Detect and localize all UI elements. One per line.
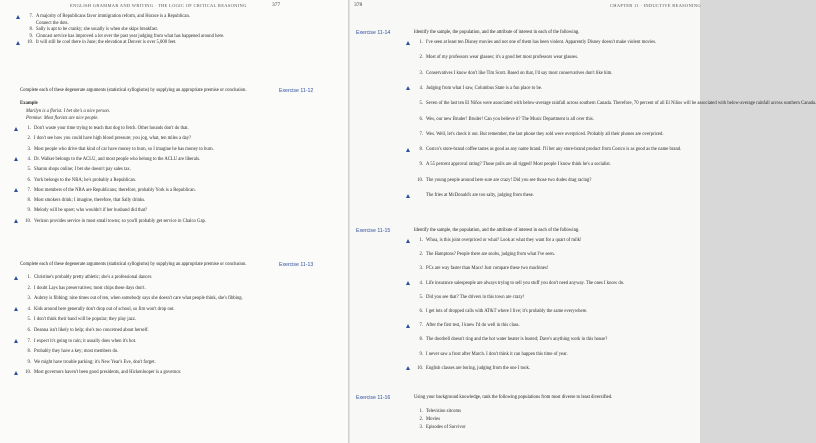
item-text: Most people who drive that kind of car have money to burn, so I imagine he has money to burn. [34,146,214,152]
exercise-label: Exercise 11-15 [356,228,391,234]
left-page-number: 377 [272,2,281,8]
item-number: 3. [27,296,31,302]
list-item [416,337,607,342]
item-number: 8. [27,349,31,355]
item-text: English classes are boring, judging from the one I took. [426,365,531,371]
triangle-marker-icon [406,41,410,45]
item-text: Kids around here generally don't drop out of school, so Jim won't drop out. [34,306,175,312]
list-item [24,147,214,152]
item-text: Most of my professors wear glasses; it's a good bet most professors wear glasses. [426,55,579,61]
item-number: 10. [417,365,423,371]
item-number: 3. [27,146,31,152]
item-text: PCs are way faster than Macs! Just compare these two machines! [426,266,549,272]
item-text: Connect the dots. [36,20,69,26]
item-number: 9. [27,208,31,214]
item-number: 3. [419,70,423,76]
triangle-marker-icon [14,157,18,161]
triangle-marker-icon [14,276,18,280]
item-number: 6. [419,116,423,122]
triangle-marker-icon [14,339,18,343]
example-heading: Example [20,101,38,106]
item-text: Most smokers drink; I imagine, therefore, that Sally drinks. [34,198,146,204]
item-number: 6. [27,328,31,333]
item-number: 2. [27,136,31,142]
item-text: Judging from what I saw, Columbus State is a fun place to be. [426,85,543,91]
item-text: Most members of the NRA are Republicans; therefore, probably York is a Republican. [34,187,196,193]
right-page-number: 378 [354,2,363,8]
list-item [416,193,534,198]
item-text: The Hamptons? People there are snobs, judging from what I've seen. [426,252,555,258]
list-item [24,167,131,172]
exercise-instruction: Identify the sample, the population, and the attribute of interest in each of the following. [414,30,580,35]
list-item [24,157,200,162]
item-text: Aubrey is fibbing; nine times out of ten, when somebody says she doesn't care what people think, she's fibbing. [34,296,243,302]
item-number: 5. [419,294,423,300]
list-item [416,323,520,328]
triangle-marker-icon [406,281,410,285]
item-number: 5. [27,167,31,173]
item-text: I expect it's going to rain; it usually does when it's hot. [34,338,137,344]
exercise-instruction: Identify the sample, the population, and the attribute of interest in each of the following. [414,228,580,233]
triangle-marker-icon [406,239,410,243]
item-number: 4. [419,85,423,91]
item-number: 8. [27,198,31,204]
right-running-head: CHAPTER 11 · INDUCTIVE REASONING [610,3,701,8]
list-item [416,132,664,137]
item-number: 10. [417,177,423,183]
item-number: 3. [419,425,423,430]
example-line: Premise: Most florists are nice people. [26,116,99,121]
item-text: Probably they have a key; most members do. [34,349,119,355]
item-number: 2. [419,252,423,258]
item-text: Cinncast service has improved a lot over the past year judging from what has happened around here. [36,33,225,39]
item-text: Dr. Walker belongs to the ACLU, and most people who belong to the ACLU are liberals. [34,156,201,162]
item-number: 4. [27,156,31,162]
exercise-label: Exercise 11-14 [356,30,391,36]
exercise-instruction: Complete each of these degenerate arguments (statistical syllogisms) by supplying an appropriate premise or conclusion. [20,262,247,267]
triangle-marker-icon [14,188,18,192]
item-text: Sally is apt to be cranky; she usually is when she skips breakfast. [36,27,158,33]
triangle-marker-icon [16,41,20,45]
left-running-head: ENGLISH GRAMMAR AND WRITING · THE LOGIC OF CRITICAL REASONING [70,3,247,8]
item-text: Life insurance salespeople are always trying to sell you stuff you don't need anyway. The ones I know do. [426,280,625,286]
item-text: Don't waste your time trying to teach that dog to fetch. Other hounds don't do that. [34,126,189,131]
triangle-marker-icon [14,127,18,131]
item-number: 7. [419,323,423,329]
item-text: I don't think their band will be popular; they play jazz. [34,317,136,323]
item-text: Movies [426,417,441,422]
item-text: Sharon shops online; I bet she doesn't pay sales tax. [34,167,131,173]
triangle-marker-icon [406,366,410,370]
item-text: The young people around here sure are crazy! Did you see those two dudes drag racing? [426,177,592,183]
item-text: Deanna isn't likely to help; she's too concerned about herself. [34,328,149,333]
item-number: 1. [419,238,423,243]
list-item [24,275,152,280]
item-number: 4. [419,280,423,286]
item-text: Did you see that? The drivers in this town are crazy! [426,294,525,300]
triangle-marker-icon [14,219,18,223]
list-item [26,34,224,39]
list-item [416,178,591,183]
list-item [416,417,440,422]
item-text: I've seen at least ten Disney movies and not one of them has been violent. Apparently Disney doesn't make violent movies. [426,40,657,45]
triangle-marker-icon [406,148,410,152]
item-number: 7. [27,338,31,344]
list-item [26,27,158,32]
triangle-marker-icon [406,324,410,328]
list-item [416,409,461,414]
item-text: I don't see how you could have high blood pressure; you jog, what, ten miles a day? [34,136,192,142]
item-text: Whoa, is this joint overpriced or what? Look at what they want for a quart of milk! [426,238,582,243]
triangle-marker-icon [406,86,410,90]
item-text: I get lots of dropped calls with AT&T where I live; it's probably the same everywhere. [426,309,588,314]
item-number: 1. [419,40,423,45]
list-item [416,281,624,286]
item-text: Christine's probably pretty athletic; she's a professional dancer. [34,275,153,280]
item-text: After the first test, I knew I'd do well in this class. [426,323,520,329]
item-text: We might have trouble parking; it's New Year's Eve, don't forget. [34,359,156,365]
item-number: 5. [419,101,423,107]
item-number: 2. [27,285,31,291]
list-item [24,339,136,344]
item-number: 10. [25,218,31,224]
triangle-marker-icon [14,371,18,375]
list-item [24,198,145,203]
item-text: Wes, our new Bruder! Bruder! Can you believe it? The Music Department is all over this. [426,116,594,122]
list-item [416,86,542,91]
item-text: The fries at McDonald's are too salty, judging from these. [426,193,534,198]
item-text: I never saw a frost after March. I don't think it can happen this time of year. [426,351,568,357]
list-item [24,317,136,322]
list-item [416,309,587,314]
item-number: 1. [27,275,31,280]
list-item [416,40,656,45]
triangle-marker-icon [16,15,20,19]
item-text: Seven of the last ten El Niños were associated with below-average rainfall across southern Canada. Therefore, 70 percent of all El Niños will be associated with below-average rainfall across southern Canada. [426,101,816,107]
list-item [26,21,69,26]
list-item [416,101,816,107]
list-item [26,40,176,45]
list-item [416,162,611,167]
list-item [416,117,594,122]
triangle-marker-icon [406,194,410,198]
triangle-marker-icon [14,307,18,311]
list-item [416,352,568,357]
item-number: 10. [25,370,31,376]
item-number: 8. [419,337,423,343]
list-item [24,136,191,141]
item-number: 3. [419,266,423,272]
item-text: Most governors haven't been good presidents, and Hickenlooper is a governor. [34,370,182,376]
item-number: 2. [419,55,423,61]
item-text: A 55 percent approval rating? Those polls are all rigged! Most people I know think he's a socialist. [426,162,611,168]
list-item [24,219,206,224]
item-number: 9. [29,33,33,39]
list-item [24,307,175,312]
list-item [24,126,189,131]
item-number: 2. [419,417,423,422]
example-line: Marilyn is a florist. I bet she's a nice person. [26,109,110,114]
item-text: Episodes of Survivor [426,425,466,430]
item-number: 6. [27,177,31,183]
item-number: 7. [29,14,33,19]
item-number: 8. [29,27,33,33]
item-text: I doubt Lays has preservatives; most chips these days don't. [34,285,146,291]
item-number: 1. [419,409,423,414]
list-item [24,360,156,365]
item-number: 5. [27,317,31,323]
list-item [416,238,582,243]
item-number: 7. [27,187,31,193]
list-item [416,71,613,76]
list-item [416,366,530,371]
list-item [24,286,146,291]
exercise-label: Exercise 11-13 [279,262,314,268]
item-text: It will still be cool there in June; the elevation at Denver is over 5,000 feet. [36,40,177,46]
list-item [416,295,524,300]
list-item [416,147,681,152]
list-item [24,188,196,193]
exercise-instruction: Using your background knowledge, rank the following populations from most diverse to least diversified. [414,395,613,400]
item-text: Conservatives I know don't like Tim Scott. Based on that, I'd say most conservatives don't like him. [426,70,613,76]
list-item [24,208,147,213]
list-item [24,349,118,354]
list-item [416,266,548,271]
item-number: 1. [27,126,31,131]
item-number: 10. [27,40,33,46]
left-page [0,0,350,443]
item-text: The doorbell doesn't ring and the hot water heater is busted; Dave's anything work in this house? [426,337,608,343]
list-item [24,296,243,301]
list-item [416,55,578,60]
list-item [24,328,149,333]
item-number: 6. [419,309,423,314]
item-text: Melody will be upset; who wouldn't if her husband did that? [34,208,148,214]
item-number: 8. [419,147,423,153]
item-text: A majority of Republicans favor immigration reform, and Horace is a Republican. [36,14,190,19]
item-number: 9. [419,351,423,357]
list-item [416,425,466,430]
exercise-label: Exercise 11-16 [356,395,391,401]
list-item [26,14,190,19]
exercise-instruction: Complete each of these degenerate arguments (statistical syllogisms) by supplying an appropriate premise or conclusion. [20,88,247,93]
item-number: 7. [419,131,423,137]
list-item [24,370,181,375]
exercise-label: Exercise 11-12 [279,88,314,94]
item-number: 4. [27,306,31,312]
list-item [24,178,136,183]
item-number: 9. [27,359,31,365]
item-text: Costco's store-brand coffee tastes as good as any name brand. I'll bet any store-brand product from Costco is as good as the name brand. [426,147,682,153]
list-item [416,252,555,257]
item-text: Verizon provides service in most small towns; so you'll probably get service in Chalco Gap. [34,218,207,224]
item-text: Television sitcoms [426,409,461,414]
item-text: York belongs to the NRA; he's probably a Republican. [34,177,137,183]
item-text: Wes. Well, let's check it out. But remember, the last phone they sold were overpriced. Probably all their phones are overpriced. [426,131,664,137]
right-page [350,0,816,443]
item-number: 9. [419,162,423,168]
